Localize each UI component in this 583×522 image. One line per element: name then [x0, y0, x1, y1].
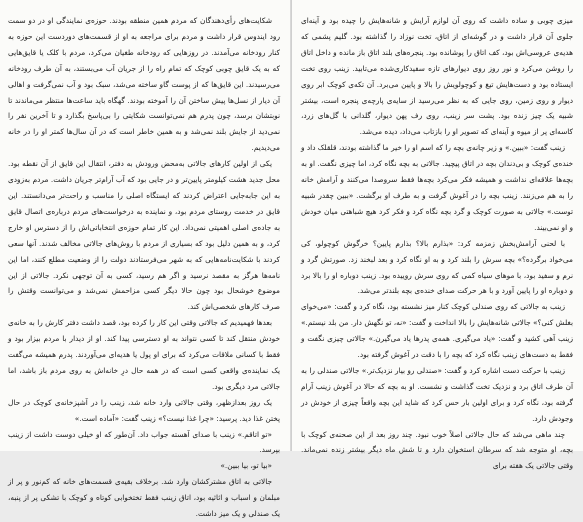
right-paragraph-4: زینب به جالاتی که روی صندلی کوچک کنار میز نشسته بود، نگاه کرد و گفت: «می‌خوای بغلش کنی؟» جالاتی شانه‌هایش را بالا انداخت و گفت: «نه، تو نگهش دار. من بلد نیستم.» زینب آهی کشید و گفت: «یاد می‌گیری. همه‌ی پدرها یاد می‌گیرن.» جالاتی چیزی نگفت و فقط به دست‌های زینب نگاه کرد که بچه را با دقت در آغوش گرفته بود.: [301, 302, 573, 360]
left-paragraph-3: بعدها فهمیدیم که جالاتی وقتی این کار را کرده بود، قصد داشت دفتر کارش را به خانه‌ی خودش منتقل کند تا کسی نتواند به او دسترسی پیدا کند. او از دیدار با مردم بیزار بود و فقط با کسانی ملاقات می‌کرد که برای او پول یا هدیه‌ای می‌آوردند. پدرم همیشه می‌گفت یک نماینده‌ی واقعی کسی است که در همه حال درِ خانه‌اش به روی مردم باز باشد، اما جالاتی مرد دیگری بود.: [8, 318, 280, 391]
right-paragraph-2: زینب گفت: «ببین.» و زیر چانه‌ی بچه را که اسم او را خیر ما گذاشته بودند، قلقلک داد و خنده‌ی کوچک و بی‌دندان بچه در اتاق پیچید. جالاتی به بچه نگاه کرد، اما چیزی نگفت. او به بچه‌ها علاقه‌ای نداشت و همیشه فکر می‌کرد بچه‌ها فقط سروصدا می‌کنند و آرامش خانه را به هم می‌زنند. زینب بچه را در آغوش گرفت و به طرف او برگشت. «ببین چقدر شبیه توست.» جالاتی به صورت کوچک و گرد بچه نگاه کرد و فکر کرد هیچ شباهتی میان خودش و او نمی‌بیند.: [301, 143, 573, 232]
left-dialogue-2: «تو اتاقم.» زینب با صدای آهسته جواب داد. آن‌طور که او خیلی دوست داشت از زینب بپرسد.: [8, 429, 280, 455]
left-paragraph-1: شکایت‌های رأی‌دهندگان که مردم همین منطقه بودند. حوزه‌ی نمایندگی او در دو سمت رود ایندوس قرار داشت و مردم برای مراجعه به او از قسمت‌های دوردست این حوزه به کنار رودخانه می‌آمدند. در روزهایی که رودخانه طغیان می‌کرد، مردم با کلک یا قایق‌هایی که به یک قایق چوبی کوچک که تمام راه را از جریان آب می‌بستند، به آن طرف رودخانه می‌رسیدند. این قایق‌ها که از پوست گاو ساخته می‌شد، سبک بود و آب نمی‌گرفت و اهالی آن دیار از نسل‌ها پیش ساختن آن را آموخته بودند. گهگاه باید ساعت‌ها منتظر می‌ماندند تا نوبتشان برسد، چون پدرم هم نمی‌توانست شکایتی را بی‌پاسخ بگذارد و تا آخرین نفر را نمی‌دید از جایش بلند نمی‌شد و به همین خاطر است که در آن سال‌ها کمتر او را در خانه می‌دیدیم.: [8, 16, 280, 153]
right-paragraph-5: زینب با حرکت دست اشاره کرد و گفت: «صندلی رو بیار نزدیک‌تر.» جالاتی صندلی را به آن طرف اتاق برد و نزدیک تخت گذاشت و نشست. او به بچه که حالا در آغوش زینب آرام گرفته بود، نگاه کرد و برای اولین بار حس کرد که شاید این بچه واقعاً چیزی از خودش در وجودش دارد.: [301, 365, 573, 423]
right-paragraph-6: چند ماهی می‌شد که حال جالاتی اصلاً خوب نبود. چند روز بعد از این صحنه‌ی کوچک با بچه، او متوجه شد که سرطان استخوان دارد و تا شش ماه دیگر بیشتر زنده نمی‌ماند. وقتی جالاتی یک هفته برای: [301, 429, 573, 471]
right-paragraph-1: میزی چوبی و ساده داشت که روی آن لوازم آرایش و شانه‌هایش را چیده بود و آینه‌ای جلوی آن قرار داشت و در گوشه‌ای از اتاق، تخت نوزاد را گذاشته بود. گلیم پشمی که هدیه‌ی عروسی‌اش بود، کف اتاق را پوشانده بود. پنجره‌های بلند اتاق باز مانده و داخل اتاق را روشن می‌کرد و نور روز روی دیوارهای تازه سفیدکاری‌شده می‌تابید. زینب روی تخت ایستاده بود و دست‌هایش تیغ و کوچولویش را بالا و پایین می‌برد. آن تکه‌ی کوچک ابر روی دیوار و روی زمین، روی جایی که به نظر می‌رسید از سایه‌ی پارچه‌ی پنجره است، بیشتر شبیه یک چیز زنده بود. پشت سر زینب، روی رف پهن دیوار، گلدانی با گل‌های زرد، کاسه‌ای پر از میوه و آینه‌ای که تصویر او را بازتاب می‌داد، دیده می‌شد.: [301, 16, 573, 137]
left-dialogue-1: یک روز بعدازظهر، وقتی جالاتی وارد خانه شد، زینب را در آشپزخانه‌ی کوچک در حال پختن غذا دید. پرسید: «چرا غذا نیست؟» زینب گفت: «آماده است.»: [8, 397, 280, 423]
left-dialogue-4: جالاتی به اتاق مشترکشان وارد شد. برخلاف بقیه‌ی قسمت‌های خانه که کم‌نور و پر از مبلمان و اسباب و اثاثیه بود، اتاق زینب فقط تختخوابی کوتاه و کوچک با تشکی پر از پنبه، یک صندلی و یک میز داشت.: [8, 477, 280, 519]
right-paragraph-3: با لحنی آرامش‌بخش زمزمه کرد: «بذارم بالا؟ بذارم پایین؟ خرگوش کوچولو، کی می‌خواد برگرده؟» بچه سرش را بلند کرد و به او نگاه کرد و بعد لبخند زد. صورتش گرد و نرم و سفید بود، با موهای سیاه کمی که روی سرش روییده بود. زینب دوباره او را بالا برد و دوباره او را پایین آورد و با هر حرکت صدای خنده‌ی بچه بلندتر می‌شد.: [301, 238, 573, 296]
left-paragraph-2: یکی از اولین کارهای جالاتی به‌محض ورودش به دفتر، انتقال این قایق از آن نقطه بود. محل جدید هشت کیلومتر پایین‌تر و در جایی بود که آب آرام‌تر جریان داشت. مردم به‌زودی به این جابه‌جایی اعتراض کردند که ایستگاه اصلی را مناسب و راحت‌تر می‌دانستند. این قایق در خدمت روستای مردم بود، و نماینده به درخواست‌های مردم درباره‌ی اتصال قایق به جاده‌ی اصلی اهمیتی نمی‌داد. این کار تمام حوزه‌ی انتخاباتی‌اش را از دسترس او خارج کرد، و به همین دلیل بود که بسیاری از مردم با روش‌های جالاتی مخالف شدند. آنها سعی کردند با شکایت‌نامه‌هایی که به شهر می‌فرستادند دولت را از وضعیت مطلع کنند، اما این نامه‌ها هرگز به مقصد نرسید و اگر هم رسید، کسی به آن توجهی نکرد. جالاتی از این موضوع خوشحال بود چون حالا دیگر کسی مزاحمش نمی‌شد و می‌توانست وقتش را صرف کارهای شخصی‌اش کند.: [8, 159, 280, 312]
left-dialogue-3: «بیا تو، بیا ببین.»: [220, 461, 272, 471]
right-page: [292, 0, 583, 471]
left-page: [0, 0, 291, 519]
